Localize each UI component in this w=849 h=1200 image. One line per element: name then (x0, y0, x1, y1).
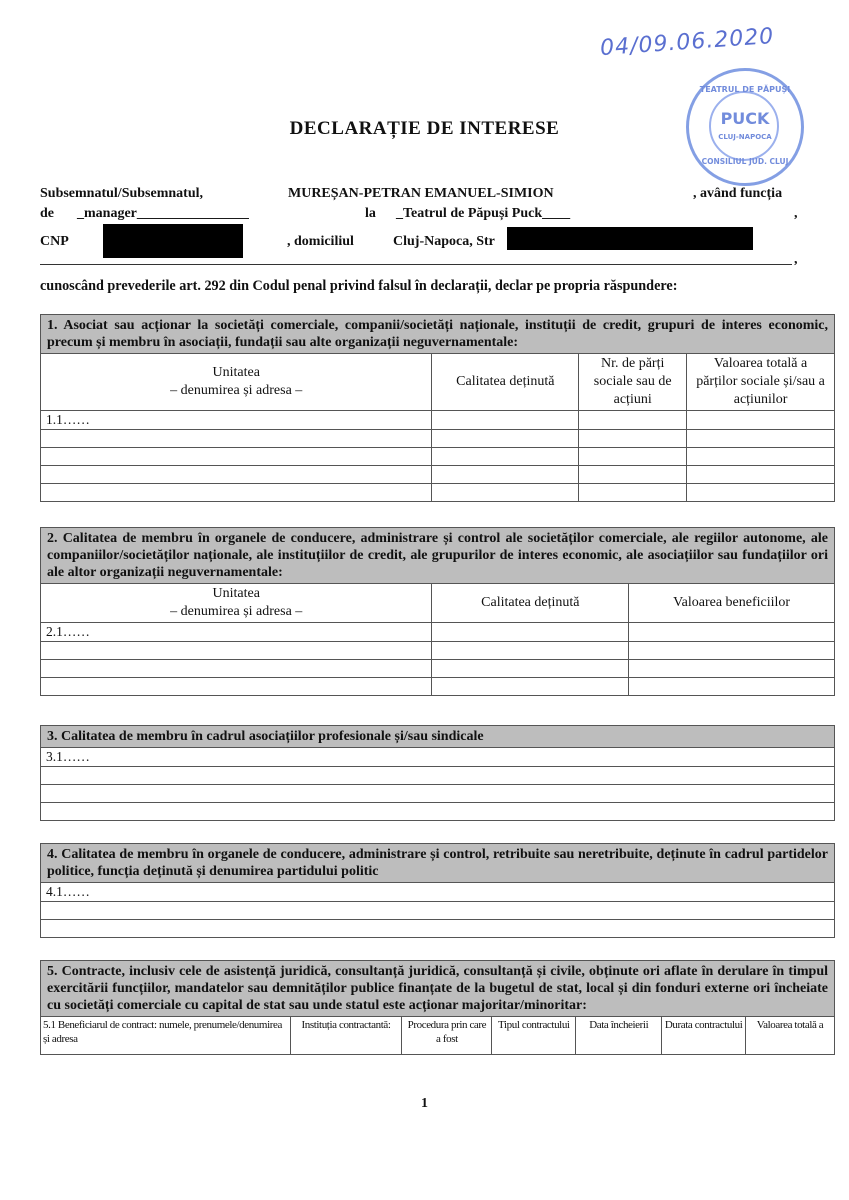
stamp-center-text: PUCK (720, 109, 770, 128)
address-continuation-line (40, 256, 792, 265)
column-header-unitatea: Unitatea – denumirea și adresa – (41, 354, 432, 411)
table-row-first-cell: 4.1…… (41, 883, 835, 902)
section-5-title: 5. Contracte, inclusiv cele de asistență juridică, consultanță juridică, consultanță și civile, obținute ori aflate în derulare în timpul exercitării funcțiilor, mandatelor sau demnităților publice finanțate de la bugetul de stat, local și din fonduri externe ori încheiate cu societăți comerciale cu capital de stat sau unde statul este acționar majoritar/minoritar: (41, 961, 835, 1017)
table-row-first-cell: 1.1…… (41, 411, 432, 430)
la-label: la (365, 206, 376, 221)
comma: , (794, 252, 798, 267)
document-title: DECLARAȚIE DE INTERESE (289, 118, 560, 139)
table-row-first-cell: 3.1…… (41, 748, 835, 767)
section-1-title: 1. Asociat sau acționar la societăți comerciale, companii/societăți naționale, instituții de credit, grupuri de interes economic, precum și membru în asociații, fundații sau alte organizații neguvernamentale: (41, 315, 835, 354)
page-number: 1 (421, 1096, 428, 1111)
column-header-calitatea: Calitatea deținută (432, 584, 629, 623)
column-header-nr-parti: Nr. de părți sociale sau de acțiuni (579, 354, 687, 411)
column-header-unitatea: Unitatea – denumirea și adresa – (41, 584, 432, 623)
subsemnatul-label: Subsemnatul/Subsemnatul, (40, 186, 204, 201)
avand-functia-label: , având funcția (693, 186, 783, 201)
cnp-label: CNP (40, 234, 69, 249)
section-4-table (40, 843, 835, 938)
column-header-data: Data încheierii (576, 1017, 662, 1055)
redacted-address (507, 227, 753, 250)
stamp-city-text: CLUJ-NAPOCA (718, 133, 772, 141)
stamp-top-text: TEATRUL DE PĂPUȘI (699, 85, 791, 94)
section-2-table (40, 527, 835, 696)
stamp-bottom-text: CONSILIUL JUD. CLUJ (701, 157, 789, 166)
section-3-table (40, 725, 835, 821)
column-header-institutia: Instituția contractantă: (290, 1017, 402, 1055)
section-2-title: 2. Calitatea de membru în organele de conducere, administrare și control ale societăților comerciale, ale regiilor autonome, ale companiilor/societăților naționale, ale instituțiilor de credit, ale grupurilor de interes economic, ale asociațiilor sau fundațiilor ori ale altor organizații neguvernamentale: (41, 528, 835, 584)
domiciliul-label: , domiciliul (287, 234, 354, 249)
column-header-beneficiar: 5.1 Beneficiarul de contract: numele, prenumele/denumirea și adresa (41, 1017, 291, 1055)
handwritten-registration-number: 04/09.06.2020 (599, 23, 776, 62)
institution-value: _Teatrul de Păpuși Puck____ (396, 206, 571, 221)
address-start: Cluj-Napoca, Str (393, 234, 495, 249)
declarant-name: MUREȘAN-PETRAN EMANUEL-SIMION (288, 186, 554, 201)
column-header-valoarea-beneficiilor: Valoarea beneficiilor (629, 584, 835, 623)
column-header-valoarea: Valoarea totală a (746, 1017, 835, 1055)
column-header-procedura: Procedura prin care a fost (402, 1017, 492, 1055)
column-header-calitatea: Calitatea deținută (432, 354, 579, 411)
redacted-cnp (103, 224, 243, 258)
column-header-durata: Durata contractului (662, 1017, 746, 1055)
declaration-statement: cunoscând prevederile art. 292 din Codul penal privind falsul în declarații, declar pe propria răspundere: (40, 278, 678, 294)
section-4-title: 4. Calitatea de membru în organele de conducere, administrare și control, retribuite sau neretribuite, deținute în cadrul partidelor politice, funcția deținută și denumirea partidului politic (41, 844, 835, 883)
table-row-first-cell: 2.1…… (41, 623, 432, 642)
section-3-title: 3. Calitatea de membru în cadrul asociațiilor profesionale și/sau sindicale (41, 726, 835, 748)
section-5-table (40, 960, 835, 1055)
section-1-table (40, 314, 835, 502)
column-header-tipul: Tipul contractului (492, 1017, 576, 1055)
column-header-valoarea-totala: Valoarea totală a părților sociale și/sau a acțiunilor (687, 354, 835, 411)
function-value: _manager________________ (77, 206, 249, 221)
comma: , (794, 206, 798, 221)
de-label: de (40, 206, 54, 221)
